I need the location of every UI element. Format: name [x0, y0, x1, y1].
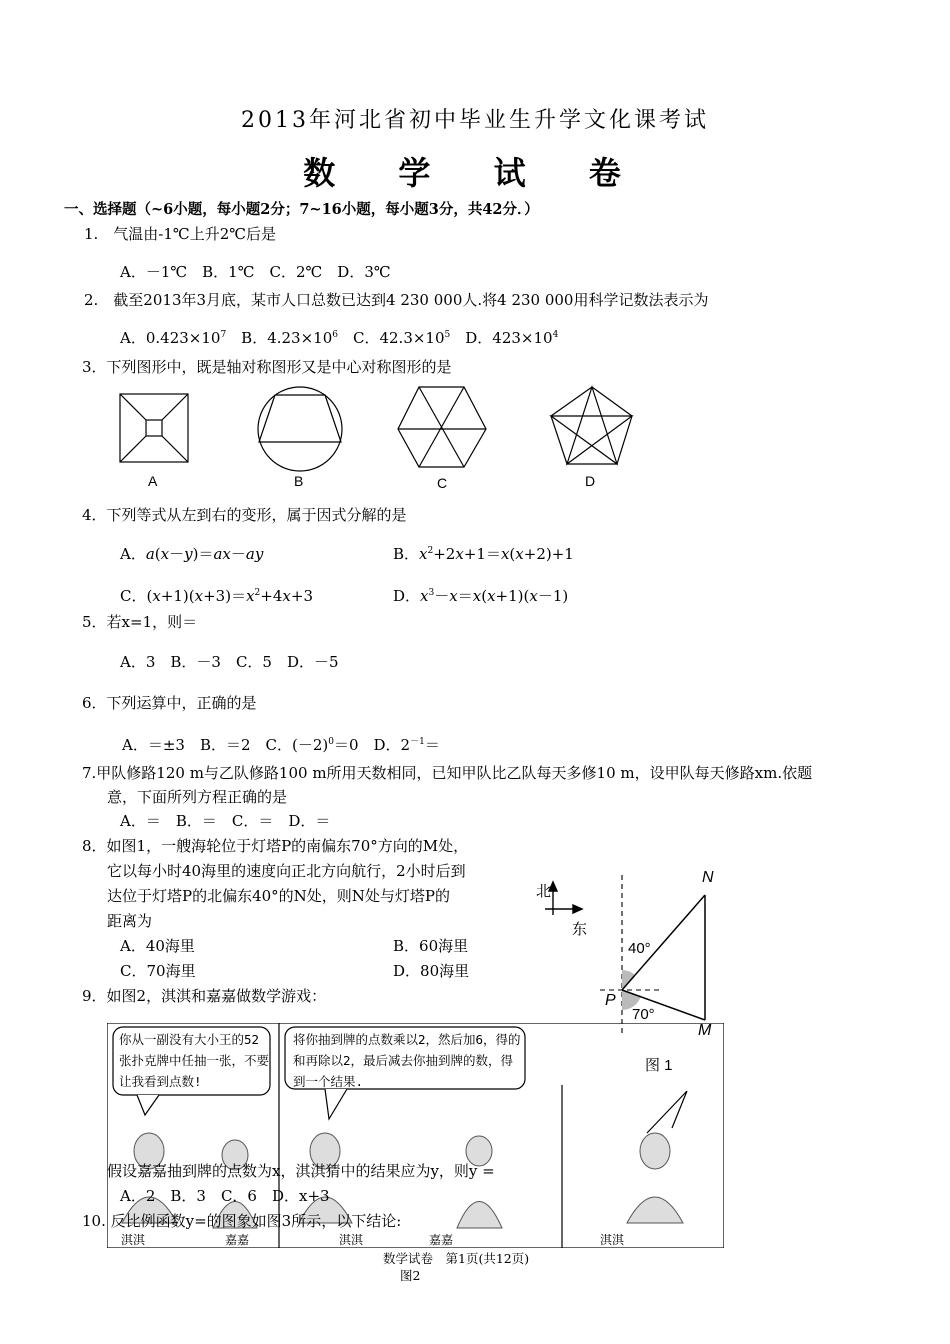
figure-c-label: C	[437, 475, 448, 491]
figure-2-name-2: 嘉嘉	[225, 1233, 250, 1247]
question-3-figures	[110, 382, 650, 492]
figure-1-point-p: P	[605, 992, 616, 1009]
figure-b-label: B	[294, 473, 304, 489]
figure-2-name-3: 淇淇	[339, 1233, 364, 1247]
question-7-options: A．＝ B．＝ C．＝ D．＝	[120, 812, 331, 830]
question-8-line-4: 距离为	[107, 912, 153, 930]
question-8-option-c: C．70海里	[120, 962, 196, 980]
figure-d-label: D	[585, 473, 596, 489]
figure-1-angle-70: 70°	[632, 1006, 655, 1023]
question-8-line-1: 8．如图1，一艘海轮位于灯塔P的南偏东70°方向的M处，	[82, 837, 469, 855]
figure-a-pinwheel	[120, 394, 188, 462]
question-5-stem: 5．若x=1，则＝	[82, 613, 198, 631]
question-6-stem: 6．下列运算中，正确的是	[82, 694, 257, 712]
question-7-line-2: 意，下面所列方程正确的是	[107, 788, 288, 806]
question-4-option-b: B．$x^2+2x+1=x(x+2)+1$	[393, 545, 574, 563]
figure-1-point-m: M	[698, 1022, 712, 1039]
figure-c-hexagon	[398, 387, 486, 467]
figure-2-caption: 图2	[400, 1268, 421, 1283]
figure-1-angle-40: 40°	[628, 940, 651, 957]
figure-2-bubble-1: 你从一副没有大小王的52张扑克牌中任抽一张，不要让我看到点数!	[119, 1032, 270, 1089]
question-10-stem: 10. 反比例函数y=的图象如图3所示，以下结论:	[82, 1212, 402, 1230]
question-4-option-d: D．$x^3-x=x(x+1)(x-1)$	[393, 587, 569, 605]
page-footer: 数学试卷 第1页(共12页)	[383, 1251, 530, 1266]
question-6-options: A．＝±3 B．＝2 C．$(-2)^0=0$ D．$2^{-1}=$	[122, 736, 440, 754]
question-4-option-c: C．$(x+1)(x+3)=x^2+4x+3$	[120, 587, 313, 605]
figure-1-north-label: 北	[536, 883, 552, 900]
question-8-line-2: 它以每小时40海里的速度向正北方向航行，2小时后到	[107, 862, 466, 880]
figure-2-name-4: 嘉嘉	[429, 1233, 454, 1247]
question-8-option-b: B．60海里	[393, 937, 469, 955]
question-1-options: A．－1℃ B．1℃ C．2℃ D．3℃	[120, 263, 391, 281]
section-heading: 一、选择题（~6小题，每小题2分；7~16小题，每小题3分，共42分．）	[64, 201, 539, 218]
question-3-stem: 3．下列图形中，既是轴对称图形又是中心对称图形的是	[82, 358, 452, 376]
question-5-options: A．3 B．－3 C．5 D．－5	[120, 653, 339, 671]
question-1-stem: 1. 气温由-1℃上升2℃后是	[84, 225, 277, 243]
exam-title: 2013年河北省初中毕业生升学文化课考试	[241, 108, 709, 133]
question-4-option-a: A．a(x－y)＝ax－ay	[120, 545, 264, 563]
figure-2-name-5: 淇淇	[600, 1233, 625, 1247]
question-8-option-d: D．80海里	[393, 962, 470, 980]
figure-2-bubble-2: 将你抽到牌的点数乘以2，然后加6，得的和再除以2，最后减去你抽到牌的数，得到一个结果.	[293, 1032, 521, 1089]
figure-b-circle-trapezoid	[258, 387, 342, 471]
figure-1-caption: 图 1	[645, 1057, 673, 1074]
question-4-stem: 4．下列等式从左到右的变形，属于因式分解的是	[82, 506, 407, 524]
question-2-options: A．$0.423\times 10^7$ B．$4.23\times 10^6$ C．$42.3\times 10^5$ D．$423\times 10^4$	[120, 329, 559, 347]
question-7-line-1: 7.甲队修路120 m与乙队修路100 m所用天数相同，已知甲队比乙队每天多修10 m，设甲队每天修路xm.依题	[82, 764, 813, 782]
figure-2-name-1: 淇淇	[121, 1233, 146, 1247]
question-9-after: 假设嘉嘉抽到牌的点数为x，淇淇猜中的结果应为y，则y =	[107, 1162, 495, 1180]
figure-1-east-label: 东	[572, 921, 588, 938]
figure-1-point-n: N	[702, 869, 714, 886]
figure-a-label: A	[148, 473, 158, 489]
question-8-line-3: 达位于灯塔P的北偏东40°的N处，则N处与灯塔P的	[107, 887, 451, 905]
figure-d-pentagram	[551, 387, 632, 464]
exam-subtitle: 数 学 试 卷	[303, 154, 647, 192]
question-2-stem: 2. 截至2013年3月底，某市人口总数已达到4 230 000人.将4 230 000用科学记数法表示为	[84, 291, 709, 309]
question-9-options: A．2 B．3 C．6 D．x+3	[120, 1187, 330, 1205]
question-9-stem: 9．如图2，淇淇和嘉嘉做数学游戏：	[82, 987, 327, 1005]
question-8-option-a: A．40海里	[120, 937, 195, 955]
